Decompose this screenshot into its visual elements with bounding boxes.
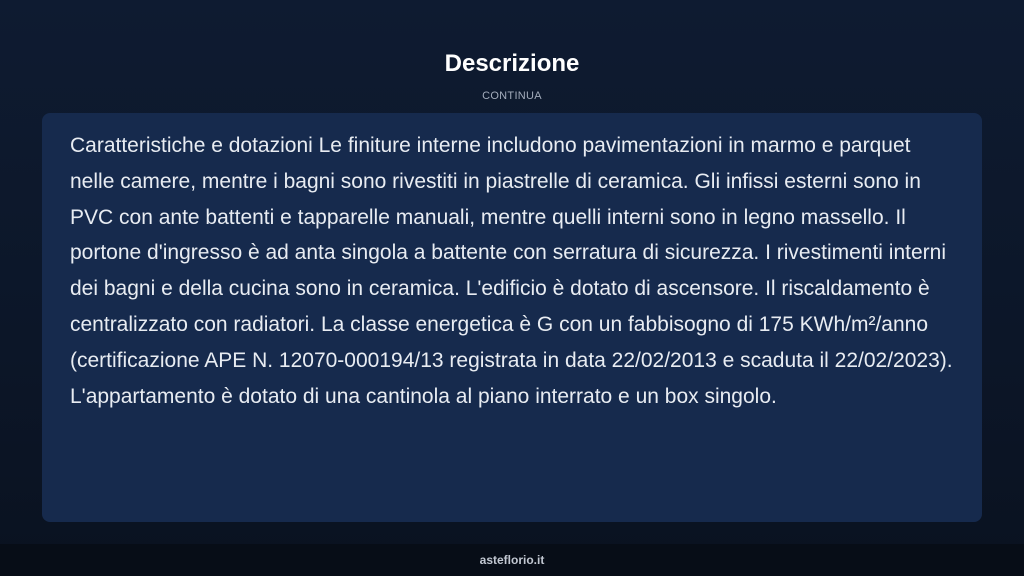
footer-brand: asteflorio.it	[479, 553, 545, 567]
footer-bar	[0, 544, 1024, 576]
description-card	[42, 113, 982, 522]
page-subtitle: CONTINUA	[482, 90, 542, 102]
page-title: Descrizione	[444, 50, 580, 77]
description-text: Caratteristiche e dotazioni Le finiture interne includono pavimentazioni in marmo e parquet nelle camere, mentre i bagni sono rivestiti in piastrelle di ceramica. Gli infissi esterni sono in PVC con ante battenti e tapparelle manuali, mentre quelli interni sono in legno massello. Il portone d'ingresso è ad anta singola a battente con serratura di sicurezza. I rivestimenti interni dei bagni e della cucina sono in ceramica. L'edificio è dotato di ascensore. Il riscaldamento è centralizzato con radiatori. La classe energetica è G con un fabbisogno di 175 KWh/m²/anno (certificazione APE N. 12070-000194/13 registrata in data 22/02/2013 e scaduta il 22/02/2023). L'appartamento è dotato di una cantinola al piano interrato e un box singolo.	[70, 134, 953, 408]
